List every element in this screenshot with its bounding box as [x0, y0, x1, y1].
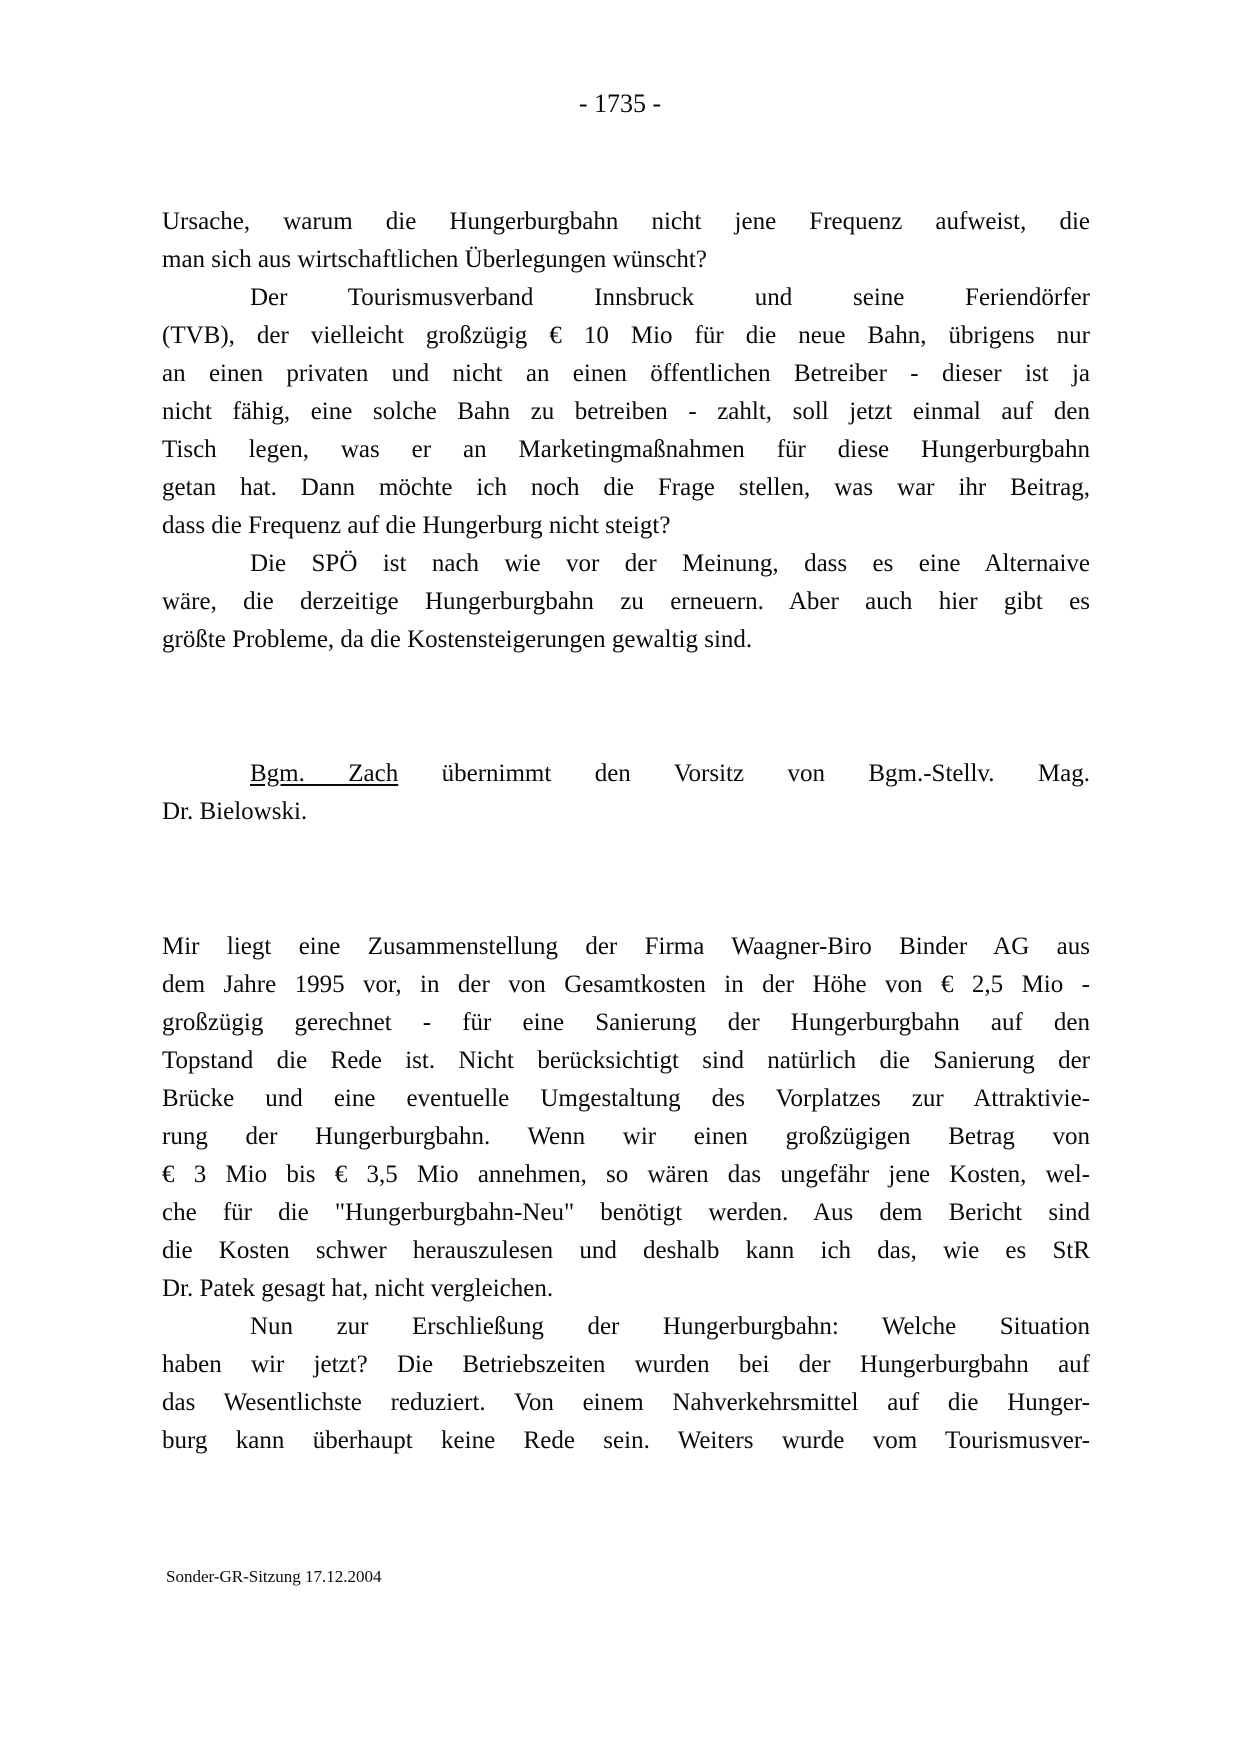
- text-line: rung der Hungerburgbahn. Wenn wir einen großzügigen Betrag von: [162, 1123, 1090, 1150]
- paragraph: [162, 1308, 1090, 1460]
- text-line: dem Jahre 1995 vor, in der von Gesamtkosten in der Höhe von € 2,5 Mio -: [162, 971, 1090, 998]
- paragraph: [162, 928, 1090, 1308]
- footer-session-label: Sonder-GR-Sitzung 17.12.2004: [166, 1567, 382, 1586]
- underlined-speaker-name: Bgm. Zach: [250, 760, 399, 787]
- text-line: Tisch legen, was er an Marketingmaßnahmen für diese Hungerburgbahn: [162, 436, 1090, 463]
- text-line: Der Tourismusverband Innsbruck und seine Feriendörfer: [250, 284, 1090, 311]
- text-line: größte Probleme, da die Kostensteigerungen gewaltig sind.: [162, 626, 753, 653]
- paragraph: [162, 203, 1090, 279]
- text-line: Nun zur Erschließung der Hungerburgbahn: Welche Situation: [250, 1313, 1090, 1340]
- text-line: (TVB), der vielleicht großzügig € 10 Mio für die neue Bahn, übrigens nur: [162, 322, 1090, 349]
- text-line: man sich aus wirtschaftlichen Überlegungen wünscht?: [162, 246, 707, 273]
- page-number: - 1735 -: [578, 89, 662, 118]
- text-line: dass die Frequenz auf die Hungerburg nicht steigt?: [162, 512, 671, 539]
- text-segment: übernimmt den Vorsitz von Bgm.-Stellv. Mag.: [398, 760, 1090, 787]
- paragraph: [162, 755, 1090, 831]
- text-line: nicht fähig, eine solche Bahn zu betreiben - zahlt, soll jetzt einmal auf den: [162, 398, 1090, 425]
- text-line: Dr. Patek gesagt hat, nicht vergleichen.: [162, 1275, 554, 1302]
- text-line: Mir liegt eine Zusammenstellung der Firma Waagner-Biro Binder AG aus: [162, 933, 1090, 960]
- text-line: Ursache, warum die Hungerburgbahn nicht jene Frequenz aufweist, die: [162, 208, 1090, 235]
- text-line: Dr. Bielowski.: [162, 798, 308, 825]
- text-line: burg kann überhaupt keine Rede sein. Weiters wurde vom Tourismusver-: [162, 1427, 1090, 1454]
- text-line: che für die "Hungerburgbahn-Neu" benötigt werden. Aus dem Bericht sind: [162, 1199, 1090, 1226]
- text-line: Die SPÖ ist nach wie vor der Meinung, dass es eine Alternaive: [250, 550, 1090, 577]
- text-line: haben wir jetzt? Die Betriebszeiten wurden bei der Hungerburgbahn auf: [162, 1351, 1090, 1378]
- text-line: an einen privaten und nicht an einen öffentlichen Betreiber - dieser ist ja: [162, 360, 1090, 387]
- text-line: das Wesentlichste reduziert. Von einem Nahverkehrsmittel auf die Hunger-: [162, 1389, 1090, 1416]
- text-line: die Kosten schwer herauszulesen und deshalb kann ich das, wie es StR: [162, 1237, 1090, 1264]
- text-line: [162, 755, 1090, 793]
- text-line: wäre, die derzeitige Hungerburgbahn zu erneuern. Aber auch hier gibt es: [162, 588, 1090, 615]
- paragraph: [162, 279, 1090, 545]
- text-line: € 3 Mio bis € 3,5 Mio annehmen, so wären das ungefähr jene Kosten, wel-: [162, 1161, 1090, 1188]
- text-line: großzügig gerechnet - für eine Sanierung der Hungerburgbahn auf den: [162, 1009, 1090, 1036]
- text-line: Topstand die Rede ist. Nicht berücksichtigt sind natürlich die Sanierung der: [162, 1047, 1090, 1074]
- text-line: getan hat. Dann möchte ich noch die Frage stellen, was war ihr Beitrag,: [162, 474, 1090, 501]
- text-line: Brücke und eine eventuelle Umgestaltung des Vorplatzes zur Attraktivie-: [162, 1085, 1090, 1112]
- paragraph: [162, 545, 1090, 659]
